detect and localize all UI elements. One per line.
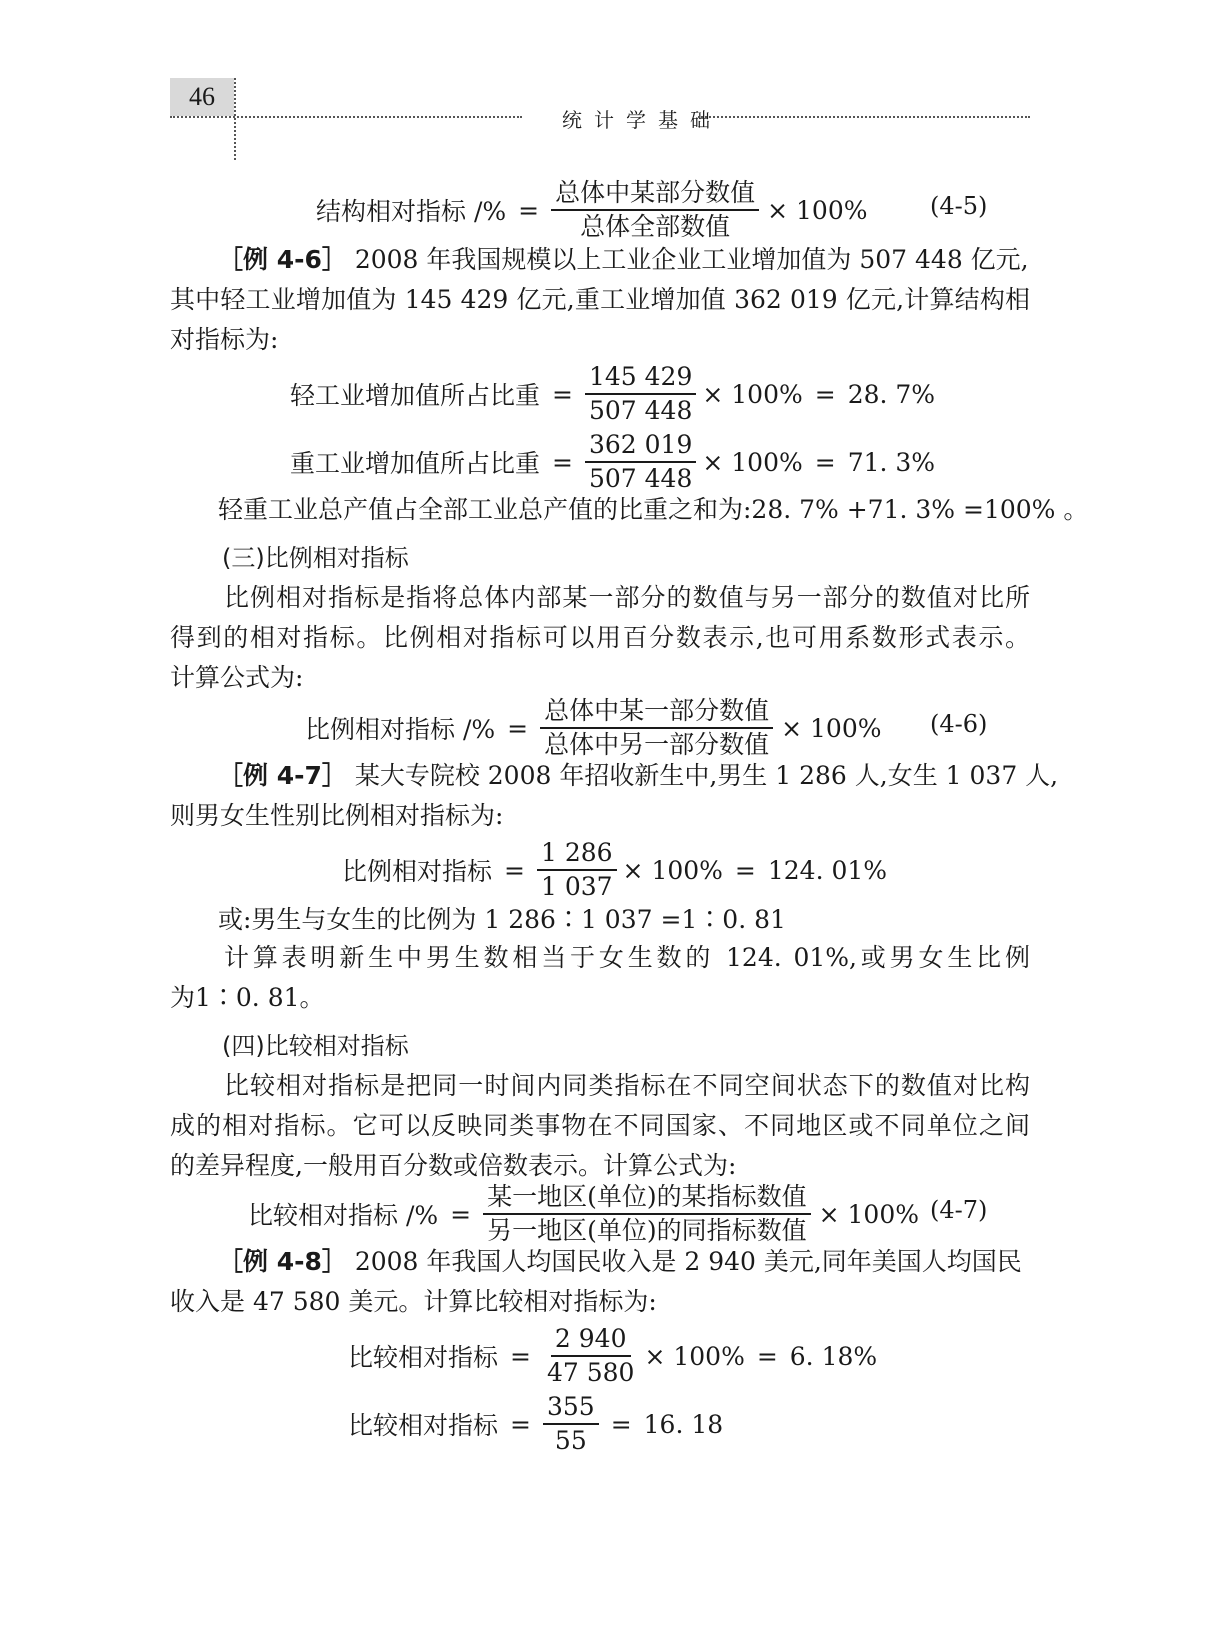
result: 28. 7% bbox=[847, 379, 936, 409]
example-4-6-summary: 轻重工业总产值占全部工业总产值的比重之和为:28. 7% +71. 3% =100% 。 bbox=[218, 495, 1089, 524]
equals-sign: = bbox=[814, 447, 836, 477]
multiplier: × 100% bbox=[767, 195, 868, 225]
numerator: 355 bbox=[543, 1392, 599, 1425]
page-number: 46 bbox=[170, 78, 234, 116]
section-heading-3: (三)比例相对指标 bbox=[222, 544, 409, 572]
example-tag: ［例 4-7］ bbox=[218, 761, 347, 790]
numerator: 145 429 bbox=[585, 362, 696, 395]
numerator: 总体中某一部分数值 bbox=[540, 696, 773, 729]
formula-4-7 bbox=[248, 1182, 919, 1246]
equation-number: (4-7) bbox=[930, 1196, 988, 1224]
formula-label: 重工业增加值所占比重 bbox=[290, 449, 541, 478]
result: 124. 01% bbox=[767, 855, 888, 885]
fraction bbox=[483, 1182, 811, 1246]
header-rule-right bbox=[698, 116, 1030, 118]
numerator: 362 019 bbox=[585, 430, 696, 463]
equals-sign: = bbox=[756, 1341, 778, 1371]
result: 16. 18 bbox=[643, 1409, 724, 1439]
section-4-para-line3: 的差异程度,一般用百分数或倍数表示。计算公式为: bbox=[170, 1151, 737, 1180]
denominator: 507 448 bbox=[588, 396, 693, 425]
denominator: 55 bbox=[554, 1426, 587, 1455]
example-4-6-line1 bbox=[218, 240, 1029, 280]
equals-sign: = bbox=[510, 1341, 531, 1371]
formula-label: 比例相对指标 bbox=[342, 857, 493, 886]
example-tag: ［例 4-8］ bbox=[218, 1247, 347, 1276]
result: 71. 3% bbox=[847, 447, 936, 477]
fraction bbox=[585, 362, 696, 426]
numerator: 2 940 bbox=[551, 1324, 631, 1357]
book-title: 统计学基础 bbox=[562, 108, 722, 132]
formula-light-industry bbox=[290, 362, 935, 426]
multiplier: × 100% bbox=[702, 379, 803, 409]
formula-label: 比例相对指标 /% bbox=[305, 715, 496, 744]
section-3-para-line3: 计算公式为: bbox=[170, 663, 304, 692]
formula-4-6 bbox=[305, 696, 881, 760]
example-text: 某大专院校 2008 年招收新生中,男生 1 286 人,女生 1 037 人, bbox=[354, 761, 1059, 790]
formula-income-comparison bbox=[348, 1324, 877, 1388]
fraction bbox=[551, 178, 759, 242]
section-3-para-line2: 得到的相对指标。比例相对指标可以用百分数表示,也可用系数形式表示。 bbox=[170, 623, 1030, 652]
formula-label: 比较相对指标 /% bbox=[248, 1201, 439, 1230]
equals-sign: = bbox=[504, 855, 525, 885]
formula-gender-ratio bbox=[342, 838, 887, 902]
multiplier: × 100% bbox=[644, 1341, 745, 1371]
equals-sign: = bbox=[814, 379, 836, 409]
denominator: 507 448 bbox=[588, 464, 693, 493]
equation-number: (4-5) bbox=[930, 192, 988, 220]
formula-label: 比较相对指标 bbox=[348, 1411, 499, 1440]
formula-label: 轻工业增加值所占比重 bbox=[290, 381, 541, 410]
multiplier: × 100% bbox=[818, 1199, 919, 1229]
equals-sign: = bbox=[510, 1409, 531, 1439]
header-divider bbox=[234, 78, 236, 160]
formula-heavy-industry bbox=[290, 430, 935, 494]
equation-number: (4-6) bbox=[930, 710, 988, 738]
section-heading-4: (四)比较相对指标 bbox=[222, 1032, 409, 1060]
example-4-7-line2: 则男女生性别比例相对指标为: bbox=[170, 801, 504, 830]
fraction bbox=[543, 1324, 638, 1388]
equals-sign: = bbox=[734, 855, 756, 885]
equals-sign: = bbox=[518, 195, 540, 225]
header-rule-left bbox=[170, 116, 522, 118]
numerator: 总体中某部分数值 bbox=[551, 178, 759, 211]
example-4-6-line3: 对指标为: bbox=[170, 325, 279, 354]
denominator: 总体全部数值 bbox=[580, 212, 731, 241]
example-text: 2008 年我国人均国民收入是 2 940 美元,同年美国人均国民 bbox=[354, 1247, 1022, 1276]
multiplier: × 100% bbox=[702, 447, 803, 477]
equals-sign: = bbox=[552, 379, 573, 409]
example-4-7-alt: 或:男生与女生的比例为 1 286∶1 037 =1∶0. 81 bbox=[218, 905, 786, 934]
example-4-7-line1 bbox=[218, 756, 1058, 796]
example-4-8-line1 bbox=[218, 1242, 1022, 1282]
fraction bbox=[543, 1392, 599, 1456]
formula-label: 结构相对指标 /% bbox=[316, 197, 507, 226]
denominator: 1 037 bbox=[540, 872, 613, 901]
formula-4-5 bbox=[316, 178, 867, 242]
example-tag: ［例 4-6］ bbox=[218, 245, 347, 274]
equals-sign: = bbox=[507, 713, 529, 743]
formula-income-multiple bbox=[348, 1392, 723, 1456]
result: 6. 18% bbox=[789, 1341, 878, 1371]
multiplier: × 100% bbox=[622, 855, 723, 885]
denominator: 总体中另一部分数值 bbox=[544, 730, 770, 759]
multiplier: × 100% bbox=[781, 713, 882, 743]
formula-label: 比较相对指标 bbox=[348, 1343, 499, 1372]
equals-sign: = bbox=[450, 1199, 472, 1229]
equals-sign: = bbox=[610, 1409, 632, 1439]
example-text: 2008 年我国规模以上工业企业工业增加值为 507 448 亿元, bbox=[354, 245, 1029, 274]
example-4-6-line2: 其中轻工业增加值为 145 429 亿元,重工业增加值 362 019 亿元,计算结构相 bbox=[170, 285, 1030, 314]
section-4-para-line1: 比较相对指标是把同一时间内同类指标在不同空间状态下的数值对比构 bbox=[224, 1071, 1030, 1100]
denominator: 47 580 bbox=[546, 1358, 635, 1387]
denominator: 另一地区(单位)的同指标数值 bbox=[487, 1216, 807, 1245]
fraction bbox=[537, 838, 617, 902]
fraction bbox=[540, 696, 773, 760]
example-4-7-conclusion-line1: 计算表明新生中男生数相当于女生数的 124. 01%,或男女生比例 bbox=[224, 943, 1030, 972]
example-4-7-conclusion-line2: 为1∶0. 81。 bbox=[170, 983, 325, 1012]
equals-sign: = bbox=[552, 447, 573, 477]
fraction bbox=[585, 430, 696, 494]
numerator: 某一地区(单位)的某指标数值 bbox=[483, 1182, 811, 1215]
section-3-para-line1: 比例相对指标是指将总体内部某一部分的数值与另一部分的数值对比所 bbox=[224, 583, 1030, 612]
numerator: 1 286 bbox=[537, 838, 617, 871]
example-4-8-line2: 收入是 47 580 美元。计算比较相对指标为: bbox=[170, 1287, 657, 1316]
section-4-para-line2: 成的相对指标。它可以反映同类事物在不同国家、不同地区或不同单位之间 bbox=[170, 1111, 1030, 1140]
